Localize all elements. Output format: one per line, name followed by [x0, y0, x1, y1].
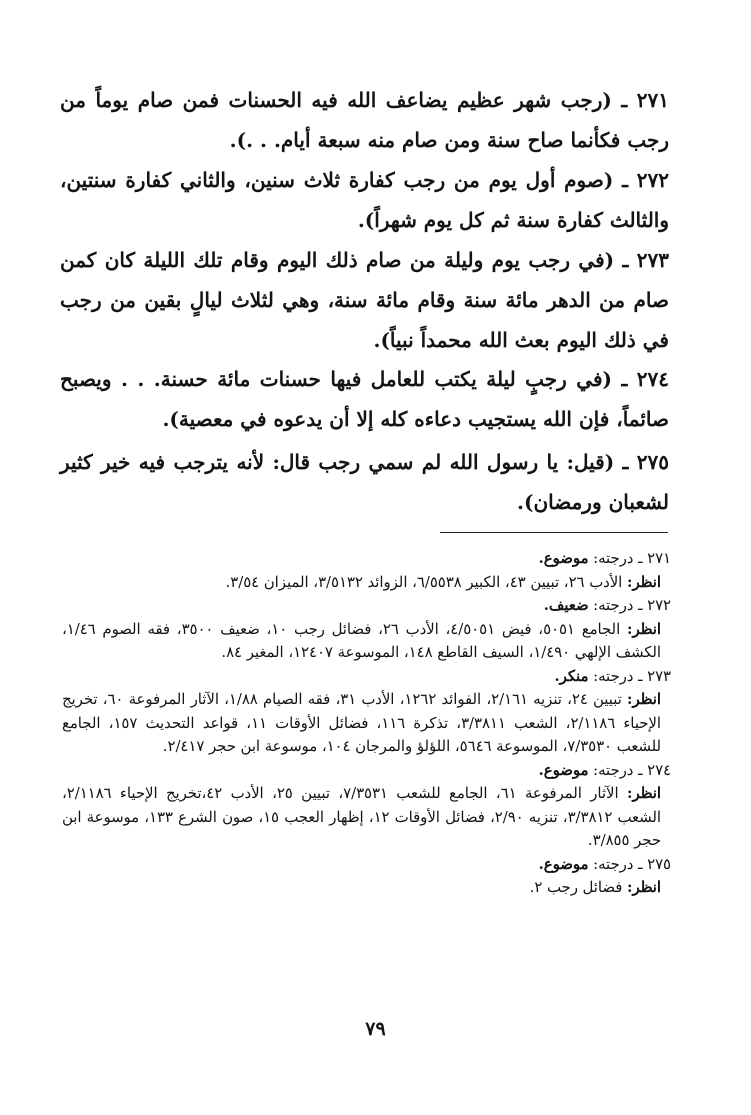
- footnote-number: ٢٧٣: [647, 667, 671, 685]
- hadith-number: ٢٧٣: [636, 248, 669, 272]
- footnote-references: [62, 618, 671, 665]
- hadith-273: [60, 240, 669, 360]
- footnote-references: [62, 688, 671, 759]
- footnote-grade: موضوع.: [538, 550, 589, 567]
- footnote-refs: الجامع ٥٠٥١، فيض ٤/٥٠٥١، الأدب ٢٦، فضائل رجب ١٠، ضعيف ٣٥٠٠، فقه الصوم ١/٤٦، الكشف الإلهي ١/٤٩٠، السيف القاطع ١٤٨، الموسوعة ١٢٤٠٧، المغير ٨٤.: [62, 620, 661, 661]
- hadith-text: (صوم أول يوم من رجب كفارة ثلاث سنين، والثاني كفارة سنتين، والثالث كفارة سنة ثم كل يوم شهراً).: [60, 168, 669, 232]
- footnote-number: ٢٧٤: [647, 761, 671, 779]
- footnote-label: ـ درجته:: [593, 550, 643, 567]
- footnote-refs: الأدب ٢٦، تبيين ٤٣، الكبير ٦/٥٥٣٨، الزوائد ٣/٥١٣٢، الميزان ٣/٥٤.: [225, 573, 623, 591]
- footnote-275: [62, 853, 671, 900]
- hadith-text: (في رجبٍ ليلة يكتب للعامل فيها حسنات مائة حسنة. . . ويصبح صائماً، فإن الله يستجيب دعاءه كله إلا أن يدعوه في معصية).: [60, 367, 669, 431]
- hadith-275: [60, 442, 669, 522]
- footnote-grade: منكر.: [554, 667, 589, 685]
- footnote-grade: ضعيف.: [543, 597, 589, 614]
- footnote-272: [62, 594, 671, 665]
- footnote-number: ٢٧٥: [647, 855, 671, 873]
- hadith-number: ٢٧٤: [636, 367, 670, 391]
- footnote-refs: فضائل رجب ٢.: [529, 879, 623, 896]
- hadith-274: [60, 359, 669, 439]
- footnote-number: ٢٧١: [647, 550, 671, 567]
- hadith-dash: ـ: [622, 168, 628, 192]
- hadith-dash: ـ: [622, 450, 629, 474]
- footnote-refs: تبيين ٢٤، تنزيه ٢/١٦١، الفوائد ١٢٦٢، الأدب ٣١، فقه الصيام ١/٨٨، الآثار المرفوعة ٦٠، تخريج الإحياء ٢/١١٨٦، الشعب ٣/٣٨١١، تذكرة ١١٦، فضائل الأوقات ١١، قواعد التحديث ١٥٧، الجامع للشعب ٧/٣٥٣٠، الموسوعة ٥٦٤٦، اللؤلؤ والمرجان ١٠٤، موسوعة ابن حجر ٢/٤١٧.: [62, 691, 661, 755]
- footnote-label: ـ درجته:: [593, 667, 643, 685]
- hadith-dash: ـ: [621, 88, 628, 112]
- footnote-look-label: انظر:: [627, 691, 661, 708]
- footnote-heading: [62, 665, 671, 689]
- footnote-grade: موضوع.: [538, 761, 589, 779]
- hadith-text: (رجب شهر عظيم يضاعف الله فيه الحسنات فمن صام يوماً من رجب فكأنما صاح سنة ومن صام منه سبعة أيام. . .).: [60, 88, 669, 152]
- footnote-look-label: انظر:: [627, 620, 661, 638]
- footnote-look-label: انظر:: [626, 785, 661, 802]
- footnote-273: [62, 665, 671, 759]
- footnote-label: ـ درجته:: [593, 855, 643, 873]
- footnote-274: [62, 759, 671, 853]
- footnote-references: [62, 876, 671, 900]
- footnote-heading: [62, 594, 671, 618]
- footnote-heading: [62, 759, 671, 783]
- hadith-text: (في رجب يوم وليلة من صام ذلك اليوم وقام تلك الليلة كان كمن صام من الدهر مائة سنة وقام مائة سنة، وهي لثلاث ليالٍ بقين من رجب في ذلك اليوم بعث الله محمداً نبياً).: [60, 248, 669, 352]
- footnote-number: ٢٧٢: [647, 597, 671, 614]
- footnote-label: ـ درجته:: [593, 597, 643, 614]
- hadith-number: ٢٧١: [636, 88, 669, 112]
- hadith-271: [60, 80, 669, 160]
- footnote-271: [62, 547, 671, 594]
- footnote-look-label: انظر:: [627, 573, 661, 591]
- footnote-references: [62, 571, 671, 595]
- footnote-heading: [62, 853, 671, 877]
- footnotes: [62, 547, 671, 900]
- footnote-refs: الآثار المرفوعة ٦١، الجامع للشعب ٧/٣٥٣١، تبيين ٢٥، الأدب ٤٢،تخريج الإحياء ٢/١١٨٦، الشعب ٣/٣٨١٢، تنزيه ٢/٩٠، فضائل الأوقات ١٢، إظهار العجب ١٥، صون الشرع ١٣٣، موسوعة ابن حجر ٣/٨٥٥.: [62, 785, 661, 849]
- hadith-text: (قيل: يا رسول الله لم سمي رجب قال: لأنه يترجب فيه خير كثير لشعبان ورمضان).: [60, 450, 669, 514]
- hadith-number: ٢٧٢: [636, 168, 669, 192]
- footnote-label: ـ درجته:: [593, 761, 643, 779]
- footnote-heading: [62, 547, 671, 571]
- hadith-dash: ـ: [622, 248, 629, 272]
- footnote-grade: موضوع.: [538, 855, 589, 873]
- hadith-number: ٢٧٥: [636, 450, 669, 474]
- footnote-look-label: انظر:: [627, 879, 661, 896]
- hadith-dash: ـ: [621, 367, 628, 391]
- footnote-separator: [440, 532, 668, 533]
- footnote-references: [62, 782, 671, 853]
- page-number: ٧٩: [365, 1018, 386, 1040]
- hadith-272: [60, 160, 669, 240]
